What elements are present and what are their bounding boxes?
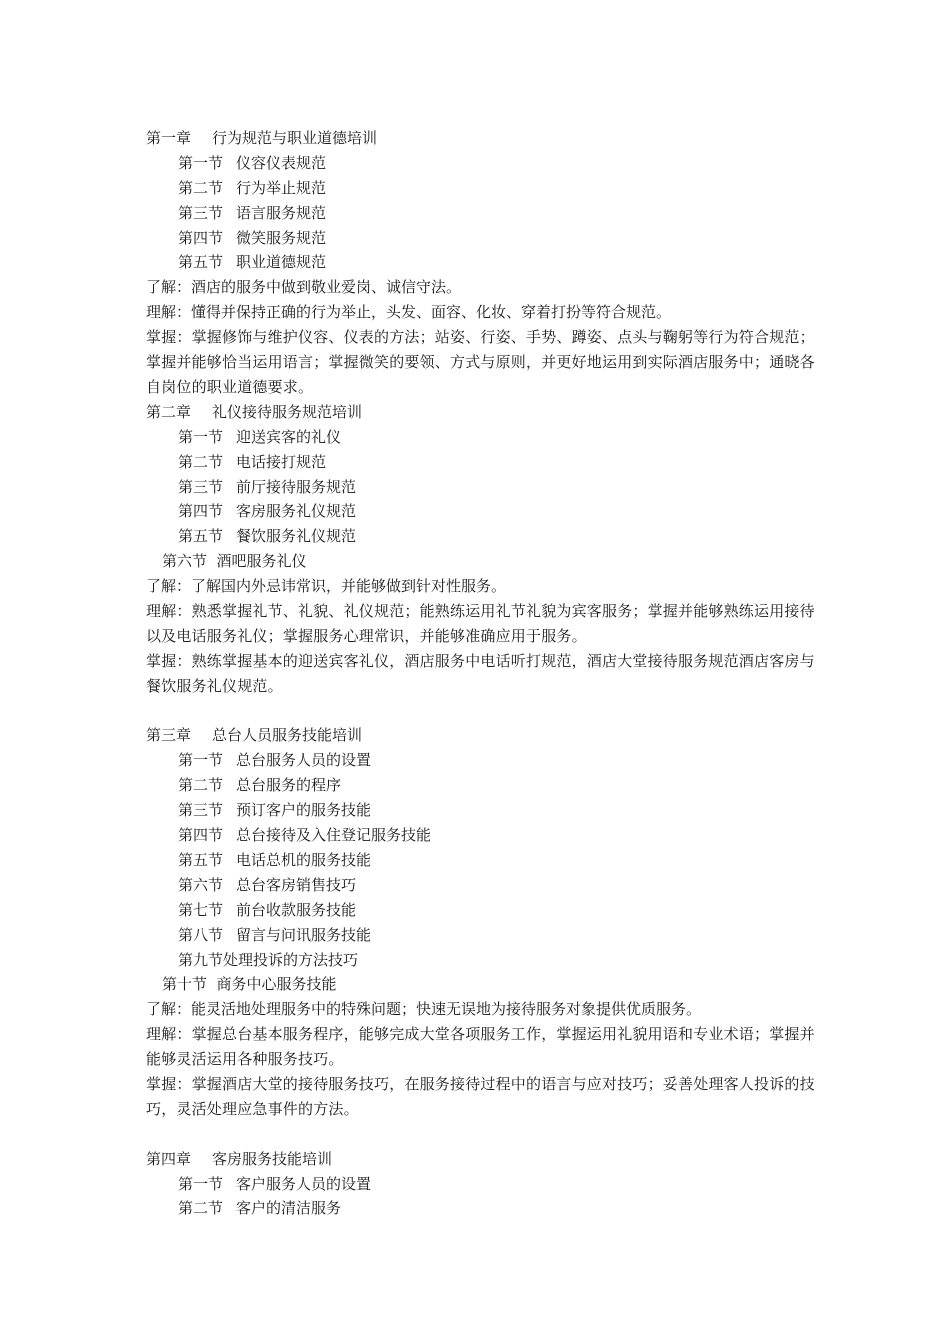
master-paragraph: 掌握：掌握酒店大堂的接待服务技巧，在服务接待过程中的语言与应对技巧；妥善处理客人投诉的技巧，灵活处理应急事件的方法。: [146, 1074, 815, 1118]
section-item: [146, 873, 818, 898]
section-item: [146, 201, 818, 226]
section-item: [146, 1172, 818, 1197]
section-number: 第五节: [178, 527, 224, 546]
chapter-number: 第一章: [146, 129, 192, 147]
section-number: 第一节: [178, 427, 224, 446]
section-title: 留言与问讯服务技能: [236, 925, 372, 944]
comprehend-paragraph: 理解：懂得并保持正确的行为举止，头发、面容、化妆、穿着打扮等符合规范。: [146, 303, 672, 322]
section-number: 第七节: [178, 900, 224, 919]
chapter-heading: [146, 400, 818, 425]
section-title: 客房服务礼仪规范: [236, 502, 357, 521]
section-title: 仪容仪表规范: [236, 153, 327, 172]
section-title: 职业道德规范: [236, 253, 327, 272]
section-title: 行为举止规范: [236, 178, 327, 197]
understand-paragraph: 了解：了解国内外忌讳常识，并能够做到针对性服务。: [146, 577, 507, 596]
section-number: 第二节: [178, 776, 224, 795]
chapter-number: 第二章: [146, 402, 192, 421]
section-title: 语言服务规范: [236, 203, 327, 222]
section-item: [146, 226, 818, 251]
section-item: [146, 450, 818, 475]
section-item: [146, 250, 818, 275]
section-number: 第二节: [178, 1199, 224, 1218]
section-item: [146, 848, 818, 873]
section-title: 客户的清洁服务: [236, 1199, 342, 1218]
section-item: 第九节处理投诉的方法技巧: [178, 950, 359, 969]
chapter-title: 礼仪接待服务规范培训: [212, 402, 363, 421]
master-paragraph: 掌握：熟练掌握基本的迎送宾客礼仪，酒店服务中电话听打规范，酒店大堂接待服务规范酒店客房与餐饮服务礼仪规范。: [146, 651, 815, 695]
section-title: 总台服务的程序: [236, 776, 342, 795]
section-number: 第一节: [178, 751, 224, 770]
document-body: [146, 126, 818, 1221]
comprehend-paragraph: 理解：熟悉掌握礼节、礼貌、礼仪规范；能熟练运用礼节礼貌为宾客服务；掌握并能够熟练运用接待以及电话服务礼仪；掌握服务心理常识，并能够准确应用于服务。: [146, 601, 815, 645]
section-title: 电话总机的服务技能: [236, 850, 372, 869]
chapter-title: 总台人员服务技能培训: [212, 726, 363, 745]
section-number: 第三节: [178, 801, 224, 820]
chapter-title: 行为规范与职业道德培训: [212, 129, 378, 147]
section-title: 前台收款服务技能: [236, 900, 357, 919]
section-number: 第五节: [178, 850, 224, 869]
section-item: [146, 475, 818, 500]
section-number: 第六节: [178, 875, 224, 894]
section-item: [146, 798, 818, 823]
chapter-heading: [146, 723, 818, 748]
section-number: 第四节: [178, 826, 224, 845]
section-title: 前厅接待服务规范: [236, 477, 357, 496]
section-item: [146, 524, 818, 549]
section-item: [146, 1196, 818, 1221]
chapter-title: 客房服务技能培训: [212, 1149, 333, 1168]
section-title: 总台客房销售技巧: [236, 875, 357, 894]
section-item: [146, 176, 818, 201]
section-number: 第四节: [178, 228, 224, 247]
section-title: 微笑服务规范: [236, 228, 327, 247]
section-item: [146, 923, 818, 948]
section-item: [146, 499, 818, 524]
section-title: 餐饮服务礼仪规范: [236, 527, 357, 546]
paragraph-spacer: [146, 699, 818, 724]
section-number: 第一节: [178, 153, 224, 172]
section-number: 第三节: [178, 477, 224, 496]
section-item: [146, 823, 818, 848]
understand-paragraph: 了解：酒店的服务中做到敬业爱岗、诚信守法。: [146, 278, 462, 297]
section-title: 电话接打规范: [236, 452, 327, 471]
section-number: 第一节: [178, 1174, 224, 1193]
section-item: 第六节 酒吧服务礼仪: [162, 552, 307, 571]
section-item: 第十节 商务中心服务技能: [162, 975, 337, 994]
section-item: [146, 773, 818, 798]
section-item: [146, 151, 818, 176]
section-title: 预订客户的服务技能: [236, 801, 372, 820]
understand-paragraph: 了解：能灵活地处理服务中的特殊问题；快速无误地为接待服务对象提供优质服务。: [146, 1000, 702, 1019]
section-title: 客户服务人员的设置: [236, 1174, 372, 1193]
chapter-heading: [146, 126, 818, 151]
master-paragraph: 掌握：掌握修饰与维护仪容、仪表的方法；站姿、行姿、手势、蹲姿、点头与鞠躬等行为符合规范；掌握并能够恰当运用语言；掌握微笑的要领、方式与原则，并更好地运用到实际酒店服务中；通晓各自岗位的职业道德要求。: [146, 328, 815, 396]
section-item: [146, 425, 818, 450]
section-number: 第三节: [178, 203, 224, 222]
section-item: [146, 748, 818, 773]
chapter-heading: [146, 1147, 818, 1172]
section-title: 总台接待及入住登记服务技能: [236, 826, 432, 845]
chapter-number: 第三章: [146, 726, 192, 745]
chapter-number: 第四章: [146, 1149, 192, 1168]
section-title: 总台服务人员的设置: [236, 751, 372, 770]
section-number: 第四节: [178, 502, 224, 521]
section-title: 迎送宾客的礼仪: [236, 427, 342, 446]
section-number: 第八节: [178, 925, 224, 944]
paragraph-spacer: [146, 1122, 818, 1147]
section-number: 第二节: [178, 178, 224, 197]
section-item: [146, 898, 818, 923]
section-number: 第五节: [178, 253, 224, 272]
comprehend-paragraph: 理解：掌握总台基本服务程序，能够完成大堂各项服务工作，掌握运用礼貌用语和专业术语；掌握并能够灵活运用各种服务技巧。: [146, 1025, 815, 1069]
section-number: 第二节: [178, 452, 224, 471]
